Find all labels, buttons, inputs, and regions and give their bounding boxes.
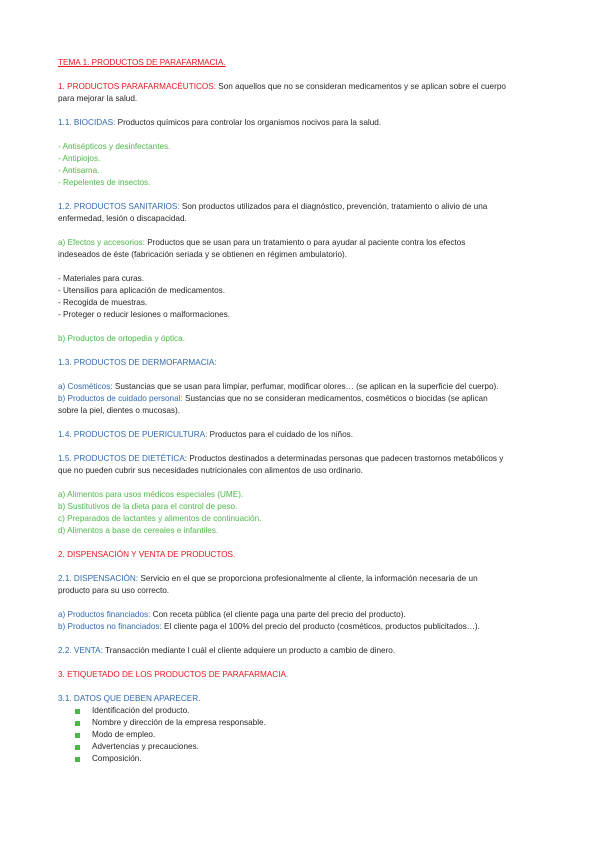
heading-financiados: a) Productos financiados: [58, 610, 151, 619]
text-dispensacion-2: producto para su uso correcto. [58, 586, 170, 595]
heading-biocidas: 1.1. BIOCIDAS: [58, 118, 116, 127]
list-datos [58, 705, 543, 765]
text-efectos-1: Productos que se usan para un tratamiento o para ayudar al paciente contra los efectos [144, 238, 466, 247]
text-dispensacion-1: Servicio en el que se proporciona profesionalmente al cliente, la información necesaria de un [138, 574, 478, 583]
list-item [75, 741, 543, 753]
list-item: - Repelentes de insectos. [58, 178, 151, 187]
heading-puericultura: 1.4. PRODUCTOS DE PUERICULTURA: [58, 430, 208, 439]
text-efectos-2: indeseados de éste (fabricación seriada y se obtienen en régimen ambulatorio). [58, 250, 348, 259]
heading-dispensacion: 2.1. DISPENSACIÓN: [58, 574, 139, 583]
para-puericultura [58, 429, 543, 441]
text-venta: Transacción mediante l cuál el cliente adquiere un producto a cambio de dinero. [102, 646, 396, 655]
list-item [75, 717, 543, 729]
document-page [58, 57, 543, 765]
list-item: - Antisépticos y desinfectantes. [58, 142, 171, 151]
list-item: - Utensilios para aplicación de medicamentos. [58, 286, 226, 295]
text-dietetica-2: que no pueden cubrir sus necesidades nutricionales con alimentos de uso ordinario. [58, 466, 363, 475]
list-item: a) Alimentos para usos médicos especiales (UME). [58, 490, 244, 499]
text-financiados: Con receta pública (el cliente paga una parte del precio del producto). [150, 610, 406, 619]
list-item-text: Modo de empleo. [92, 730, 156, 739]
list-item: b) Sustitutivos de la dieta para el control de peso. [58, 502, 238, 511]
para-cosmeticos [58, 381, 543, 393]
heading-sanitarios: 1.2. PRODUCTOS SANITARIOS: [58, 202, 180, 211]
heading-dispensacion-venta: 2. DISPENSACIÓN Y VENTA DE PRODUCTOS. [58, 550, 236, 559]
square-bullet-icon [75, 757, 80, 762]
text-cuidado-personal-2: sobre la piel, dientes o mucosas). [58, 406, 180, 415]
list-item-text: Advertencias y precauciones. [92, 742, 199, 751]
text-sanitarios-1: Son productos utilizados para el diagnóstico, prevención, tratamiento o alivio de una [179, 202, 488, 211]
list-item [75, 753, 543, 765]
list-item: - Recogida de muestras. [58, 298, 148, 307]
heading-cosmeticos: a) Cosméticos: [58, 382, 113, 391]
list-item: d) Alimentos a base de cereales e infantiles. [58, 526, 219, 535]
para-efectos [58, 237, 543, 249]
heading-parafarmaceuticos: 1. PRODUCTOS PARAFARMACÉUTICOS: [58, 82, 217, 91]
para-parafarmaceuticos [58, 81, 543, 93]
list-item-text: Identificación del producto. [92, 706, 190, 715]
heading-etiquetado: 3. ETIQUETADO DE LOS PRODUCTOS DE PARAFARMACIA. [58, 670, 289, 679]
list-item [75, 729, 543, 741]
heading-dermofarmacia: 1.3. PRODUCTOS DE DERMOFARMACIA: [58, 358, 217, 367]
text-dietetica-1: : Productos destinados a determinadas personas que padecen trastornos metabólicos y [184, 454, 504, 463]
heading-datos: 3.1. DATOS QUE DEBEN APARECER. [58, 694, 201, 703]
text-cuidado-personal-1: Sustancias que no se consideran medicamentos, cosméticos o biocidas (se aplican [182, 394, 488, 403]
list-item-text: Composición. [92, 754, 142, 763]
list-item-text: Nombre y dirección de la empresa responsable. [92, 718, 266, 727]
text-puericultura: Productos para el cuidado de los niños. [207, 430, 354, 439]
square-bullet-icon [75, 733, 80, 738]
para-sanitarios [58, 201, 543, 213]
para-dietetica [58, 453, 543, 465]
list-item: - Proteger o reducir lesiones o malformaciones. [58, 310, 231, 319]
list-item [75, 705, 543, 717]
text-cosmeticos: Sustancias que se usan para limpiar, perfumar, modificar olores… (se aplican en la superficie del cuerpo). [112, 382, 499, 391]
para-financiados [58, 609, 543, 621]
para-venta [58, 645, 543, 657]
text-parafarmaceuticos-2: para mejorar la salud. [58, 94, 138, 103]
square-bullet-icon [75, 745, 80, 750]
list-sanitarios [58, 273, 543, 321]
list-dietetica [58, 489, 543, 537]
text-biocidas: Productos químicos para controlar los organismos nocivos para la salud. [115, 118, 382, 127]
list-item: - Materiales para curas. [58, 274, 145, 283]
text-parafarmaceuticos-1: Son aquellos que no se consideran medicamentos y se aplican sobre el cuerpo [216, 82, 506, 91]
list-item: c) Preparados de lactantes y alimentos de continuación. [58, 514, 262, 523]
para-no-financiados [58, 621, 543, 633]
list-item: - Antipiojos. [58, 154, 101, 163]
heading-cuidado-personal: b) Productos de cuidado personal: [58, 394, 183, 403]
list-item: - Antisarna. [58, 166, 100, 175]
text-no-financiados: El cliente paga el 100% del precio del producto (cosméticos, productos publicitados…). [161, 622, 480, 631]
heading-efectos: a) Efectos y accesorios: [58, 238, 145, 247]
text-sanitarios-2: enfermedad, lesión o discapacidad. [58, 214, 187, 223]
heading-ortopedia: b) Productos de ortopedia y óptica. [58, 334, 185, 343]
square-bullet-icon [75, 721, 80, 726]
heading-dietetica: 1.5. PRODUCTOS DE DIETÉTICA [58, 454, 185, 463]
para-dispensacion [58, 573, 543, 585]
square-bullet-icon [75, 709, 80, 714]
heading-no-financiados: b) Productos no financiados: [58, 622, 162, 631]
list-biocidas [58, 141, 543, 189]
doc-title: TEMA 1. PRODUCTOS DE PARAFARMACIA. [58, 58, 226, 67]
para-cuidado-personal [58, 393, 543, 405]
para-biocidas [58, 117, 543, 129]
heading-venta: 2.2. VENTA: [58, 646, 103, 655]
